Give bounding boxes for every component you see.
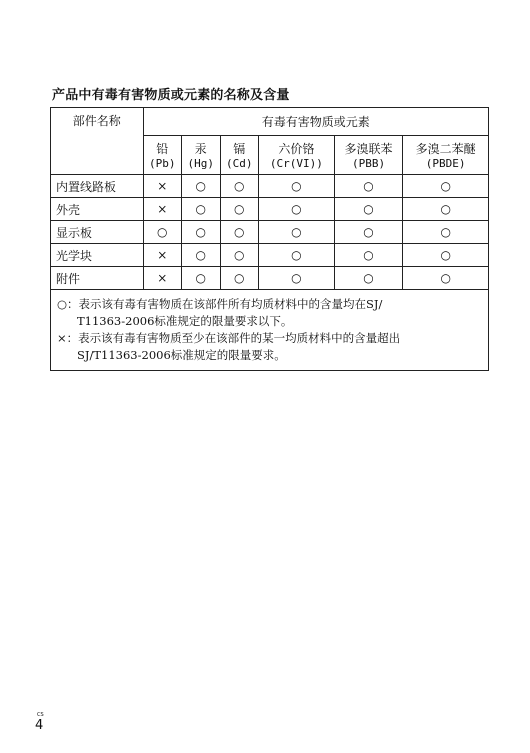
substance-header: 多溴二苯醚 (PBDE) <box>403 136 489 175</box>
page-number: 4 <box>35 718 44 733</box>
table-notes <box>51 290 489 371</box>
substance-group-header: 有毒有害物质或元素 <box>143 108 489 136</box>
table-row <box>51 175 489 198</box>
substance-header: 六价铬 (Cr(VI)) <box>259 136 335 175</box>
note-line: ○：表示该有毒有害物质在该部件所有均质材料中的含量均在SJ/ <box>57 297 383 311</box>
substance-mark: ○ <box>403 198 489 221</box>
substance-header: 镉 (Cd) <box>220 136 259 175</box>
substance-mark: ○ <box>259 221 335 244</box>
table-row <box>51 244 489 267</box>
substance-mark: ○ <box>334 198 403 221</box>
substance-mark: ○ <box>403 175 489 198</box>
substance-mark: ○ <box>334 267 403 290</box>
substance-header: 多溴联苯 (PBB) <box>334 136 403 175</box>
table-row <box>51 221 489 244</box>
note-line: T11363-2006标准规定的限量要求以下。 <box>77 314 293 328</box>
part-name: 内置线路板 <box>51 175 144 198</box>
substance-mark: ○ <box>220 198 259 221</box>
substance-header: 铅 (Pb) <box>143 136 182 175</box>
part-name: 外壳 <box>51 198 144 221</box>
substance-header: 汞 (Hg) <box>182 136 221 175</box>
substance-mark: × <box>143 175 182 198</box>
table-row <box>51 267 489 290</box>
hazardous-substances-table <box>50 107 489 371</box>
substance-mark: × <box>143 267 182 290</box>
substance-mark: ○ <box>259 244 335 267</box>
substance-mark: ○ <box>182 175 221 198</box>
substance-mark: ○ <box>220 175 259 198</box>
part-name-header: 部件名称 <box>51 108 144 175</box>
substance-mark: ○ <box>220 244 259 267</box>
substance-mark: ○ <box>143 221 182 244</box>
substance-mark: ○ <box>259 267 335 290</box>
substance-mark: ○ <box>334 175 403 198</box>
substance-mark: ○ <box>334 221 403 244</box>
substance-mark: ○ <box>403 221 489 244</box>
note-line: ×：表示该有毒有害物质至少在该部件的某一均质材料中的含量超出 <box>57 331 401 345</box>
substance-mark: ○ <box>259 175 335 198</box>
substance-mark: ○ <box>334 244 403 267</box>
substance-mark: ○ <box>182 221 221 244</box>
substance-mark: ○ <box>259 198 335 221</box>
table-row <box>51 198 489 221</box>
part-name: 显示板 <box>51 221 144 244</box>
substance-mark: ○ <box>182 244 221 267</box>
language-code: CS <box>37 712 44 718</box>
substance-mark: ○ <box>182 198 221 221</box>
part-name: 光学块 <box>51 244 144 267</box>
part-name: 附件 <box>51 267 144 290</box>
substance-mark: ○ <box>220 267 259 290</box>
substance-mark: ○ <box>403 244 489 267</box>
substance-mark: × <box>143 244 182 267</box>
substance-mark: ○ <box>403 267 489 290</box>
substance-mark: ○ <box>220 221 259 244</box>
page-title: 产品中有毒有害物质或元素的名称及含量 <box>52 88 290 103</box>
substance-mark: ○ <box>182 267 221 290</box>
substance-mark: × <box>143 198 182 221</box>
note-line: SJ/T11363-2006标准规定的限量要求。 <box>77 348 286 362</box>
